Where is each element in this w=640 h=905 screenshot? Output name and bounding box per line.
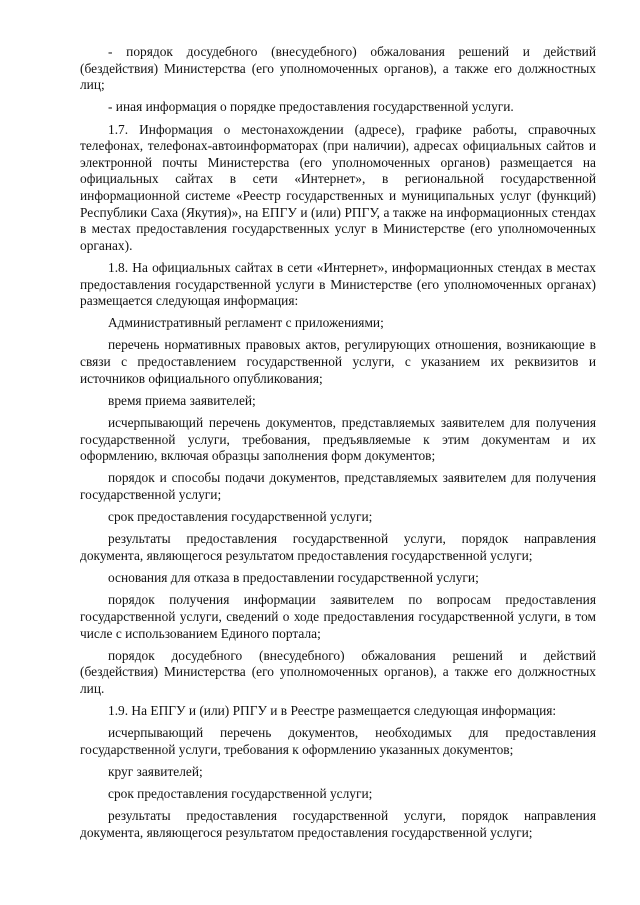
- list-item-reception-time: время приема заявителей;: [108, 392, 256, 408]
- list-item-regulation: Административный регламент с приложениями;: [108, 315, 384, 331]
- list-item-service-results-2: результаты предоставления государственной услуги, порядок направления документа, являющегося результатом предоставления государственной услуги;: [80, 808, 596, 841]
- list-item-applicants: круг заявителей;: [108, 764, 203, 780]
- list-item-legal-acts: перечень нормативных правовых актов, регулирующих отношения, возникающие в связи с предоставлением государственной услуги, с указанием их реквизитов и источников официального опубликования;: [80, 337, 596, 386]
- list-item-service-results: результаты предоставления государственной услуги, порядок направления документа, являющегося результатом предоставления государственной услуги;: [80, 531, 596, 563]
- list-item-refusal-grounds: основания для отказа в предоставлении государственной услуги;: [108, 570, 479, 586]
- list-item-info-procedure: порядок получения информации заявителем по вопросам предоставления государственной услуги, сведений о ходе предоставления государственной услуги, в том числе с использованием Единого портала;: [80, 592, 596, 641]
- paragraph-section-1-9: 1.9. На ЕПГУ и (или) РПГУ и в Реестре размещается следующая информация:: [108, 703, 557, 719]
- list-item-service-term: срок предоставления государственной услуги;: [108, 509, 373, 525]
- paragraph-section-1-7: 1.7. Информация о местонахождении (адресе), графике работы, справочных телефонах, телефонах-автоинформаторах (при наличии), адресах официальных сайтов и электронной почты Министерства (его уполномоченных органов) размещается на официальных сайтах в сети «Интернет», в региональной государственной информационной системе «Реестр государственных и муниципальных услуг (функций) Республики Саха (Якутия)», на ЕПГУ и (или) РПГУ, а также на информационных стендах в местах предоставления государственных услуг в Министерстве (его уполномоченных органах).: [80, 121, 596, 253]
- list-item-appeal-procedure: порядок досудебного (внесудебного) обжалования решений и действий (бездействия) Министерства (его уполномоченных органов), а также его должностных лиц.: [80, 647, 596, 696]
- paragraph-appeal-procedure: - порядок досудебного (внесудебного) обжалования решений и действий (бездействия) Министерства (его уполномоченных органов), а также его должностных лиц;: [80, 44, 596, 93]
- list-item-documents-list: исчерпывающий перечень документов, представляемых заявителем для получения государственной услуги, требования, предъявляемые к этим документам и их оформлению, включая образцы заполнения форм документов;: [80, 415, 596, 464]
- list-item-required-documents: исчерпывающий перечень документов, необходимых для предоставления государственной услуги, требования к оформлению указанных документов;: [80, 725, 596, 757]
- document-body: [80, 44, 596, 842]
- paragraph-other-info: - иная информация о порядке предоставления государственной услуги.: [108, 99, 514, 115]
- paragraph-section-1-8: 1.8. На официальных сайтах в сети «Интернет», информационных стендах в местах предоставления государственной услуги в Министерстве (его уполномоченных органах) размещается следующая информация:: [80, 259, 596, 309]
- list-item-submission-methods: порядок и способы подачи документов, представляемых заявителем для получения государственной услуги;: [80, 470, 596, 502]
- list-item-service-term-2: срок предоставления государственной услуги;: [108, 786, 373, 802]
